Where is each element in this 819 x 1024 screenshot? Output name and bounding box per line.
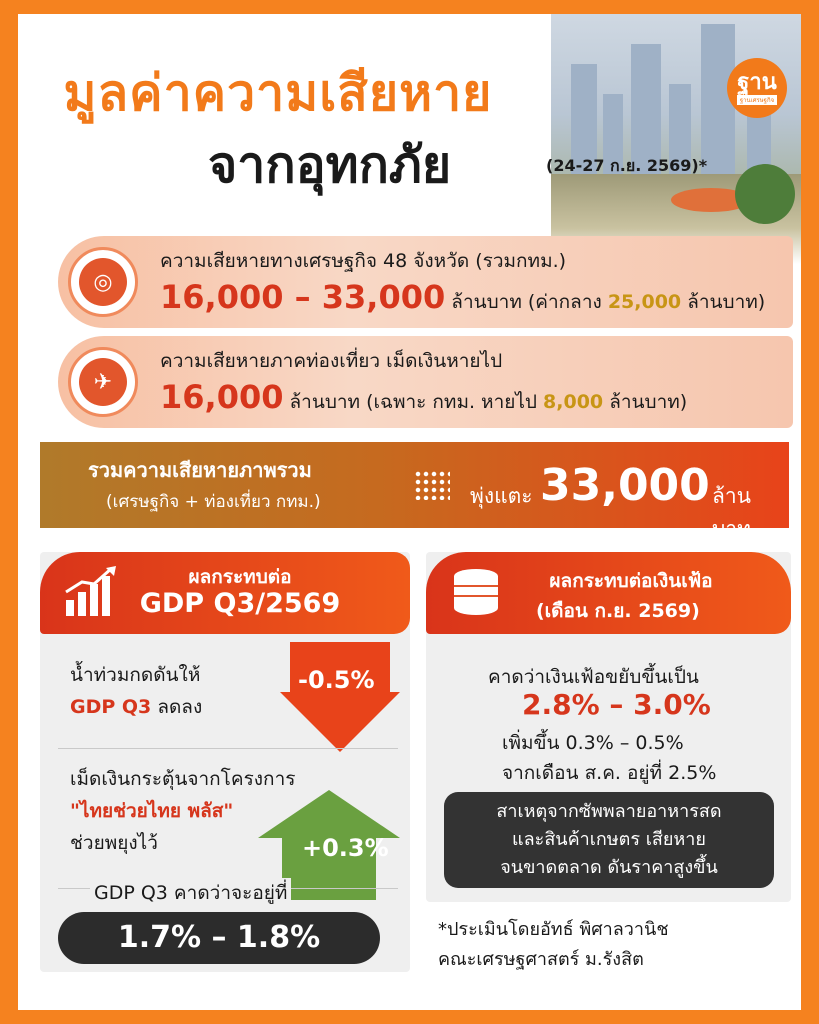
logo-text: ฐาน: [737, 69, 777, 95]
flood-tail: ลดลง: [157, 696, 203, 718]
tourism-damage-value-line: [160, 378, 687, 417]
footnote-line2: คณะเศรษฐศาสตร์ ม.รังสิต: [438, 949, 644, 970]
gdp-heading1: ผลกระทบต่อ: [188, 566, 292, 588]
inflation-panel-header: [426, 552, 791, 634]
economic-damage-mid: 25,000: [607, 291, 682, 313]
cause-line2: และสินค้าเกษตร เสียหาย: [512, 829, 706, 850]
tourism-damage-unit: ล้านบาท (เฉพาะ กทม. หายไป: [289, 391, 537, 413]
thansettakij-logo: [727, 58, 787, 118]
flood-text: น้ำท่วมกดดันให้: [70, 664, 201, 686]
traveler-icon: ✈: [68, 347, 138, 417]
inflation-range: 2.8% – 3.0%: [522, 688, 711, 721]
inflation-line3: จากเดือน ส.ค. อยู่ที่ 2.5%: [502, 762, 717, 784]
economic-damage-unit: ล้านบาท (ค่ากลาง: [451, 291, 602, 313]
tourism-bkk-value: 8,000: [543, 391, 604, 413]
coins-icon: ◎: [68, 247, 138, 317]
page-title: มูลค่าความเสียหาย: [63, 64, 493, 122]
gdp-panel-header: [40, 552, 410, 634]
inflation-cause-box: [444, 792, 774, 888]
tourism-bkk-unit: ล้านบาท): [609, 391, 688, 413]
inflation-heading1: ผลกระทบต่อเงินเฟ้อ: [549, 570, 713, 592]
inflation-line1: คาดว่าเงินเฟ้อขยับขึ้นเป็น: [488, 666, 699, 688]
dots-decoration: [414, 470, 450, 500]
stimulus-tail: ช่วยพยุงไว้: [70, 832, 158, 854]
total-sublabel: (เศรษฐกิจ + ท่องเที่ยว กทม.): [106, 492, 321, 512]
economic-damage-label: ความเสียหายทางเศรษฐกิจ 48 จังหวัด (รวมกทม.): [160, 250, 567, 272]
logo-sub: ฐานเศรษฐกิจ: [737, 95, 777, 105]
total-unit: ล้านบาท: [712, 484, 752, 541]
gdp-impact-panel: [40, 552, 410, 972]
total-label: รวมความเสียหายภาพรวม: [88, 458, 312, 482]
tourism-damage-card: [58, 336, 793, 428]
tourism-damage-value: 16,000: [160, 378, 284, 416]
stimulus-text: เม็ดเงินกระตุ้นจากโครงการ: [70, 768, 296, 790]
gdp-down-value: -0.5%: [298, 666, 375, 694]
flood-line2: [70, 692, 202, 722]
divider: [58, 748, 398, 749]
gdp-up-value: +0.3%: [302, 834, 389, 862]
date-note: (24-27 ก.ย. 2569)*: [546, 156, 708, 175]
cause-line3: จนขาดตลาด ดันราคาสูงขึ้น: [500, 857, 718, 878]
inflation-line2: เพิ่มขึ้น 0.3% – 0.5%: [502, 732, 684, 754]
gdp-forecast-pill: 1.7% – 1.8%: [58, 912, 380, 964]
down-arrow-icon: [280, 642, 400, 752]
page-subtitle: จากอุทกภัย: [208, 136, 452, 194]
inflation-impact-panel: [426, 552, 791, 902]
economic-damage-card: [58, 236, 793, 328]
gdp-heading2: GDP Q3/2569: [139, 588, 341, 619]
tourism-damage-label: ความเสียหายภาคท่องเที่ยว เม็ดเงินหายไป: [160, 350, 503, 372]
economic-damage-mid-unit: ล้านบาท): [687, 291, 766, 313]
flood-red: GDP Q3: [70, 696, 152, 718]
infographic: [18, 14, 801, 1010]
cause-line1: สาเหตุจากซัพพลายอาหารสด: [496, 801, 722, 822]
stimulus-red: "ไทยช่วยไทย พลัส": [70, 800, 234, 822]
forecast-label: GDP Q3 คาดว่าจะอยู่ที่: [90, 878, 291, 908]
flood-photo: [551, 14, 801, 264]
total-prefix: พุ่งแตะ: [470, 484, 533, 508]
footnote-line1: *ประเมินโดยอัทธ์ พิศาลวานิช: [438, 919, 669, 940]
total-value: 33,000: [540, 460, 710, 511]
total-damage-band: [40, 442, 789, 541]
inflation-heading2: (เดือน ก.ย. 2569): [536, 600, 700, 622]
economic-damage-value-line: [160, 278, 765, 317]
economic-damage-range: 16,000 – 33,000: [160, 278, 446, 316]
